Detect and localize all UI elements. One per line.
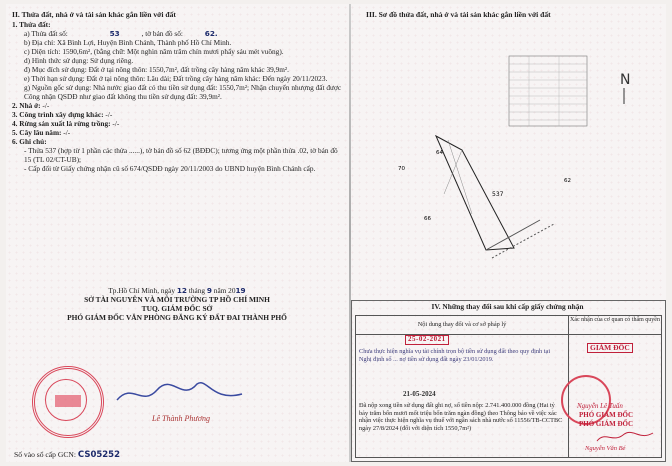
section-4-title: IV. Những thay đổi sau khi cấp giấy chứng nhận (431, 302, 584, 311)
usage-term-label: e) Thời hạn sử dụng: (24, 74, 85, 83)
usage-term-row (12, 74, 342, 83)
parcel-map (384, 44, 664, 284)
agency-line: SỞ TÀI NGUYÊN VÀ MÔI TRƯỜNG TP HỒ CHÍ MINH (84, 295, 270, 304)
sign-date-month: 9 (206, 286, 212, 295)
perennial-label: 5. Cây lâu năm: (12, 128, 62, 137)
sign-date-year: 19 (235, 286, 246, 295)
change-1-signer: GIÁM ĐỐC (587, 343, 633, 353)
house-label: 2. Nhà ở: (12, 101, 41, 110)
notes-label: 6. Ghi chú: (12, 137, 47, 146)
forest-row (12, 119, 342, 128)
change-2-date: 21-05-2024 (403, 390, 436, 398)
area-value: 1590,6m², (bằng chữ: Một nghìn năm trăm chín mươi phẩy sáu mét vuông). (62, 47, 284, 56)
map-number-label: , tờ bản đồ số: (141, 29, 183, 38)
coordinate-table (509, 56, 587, 126)
usage-purpose-row (12, 65, 342, 74)
usage-origin-value: Nhà nước giao đất có thu tiền sử dụng đất: 1550,7m²; Nhận chuyển nhượng đất được Công nhận QSDĐ như giao đất không thu tiền sử dụng đất: 39,9m². (24, 83, 342, 101)
perennial-row (12, 128, 342, 137)
usage-form-value: Sử dụng riêng. (90, 56, 134, 65)
map-number-value: 62. (204, 29, 218, 38)
land-plot-heading: 1. Thửa đất: (12, 20, 51, 29)
usage-origin-row (12, 83, 342, 101)
construction-label: 3. Công trình xây dựng khác: (12, 110, 104, 119)
area-label: c) Diện tích: (24, 47, 61, 56)
forest-label: 4. Rừng sản xuất là rừng trồng: (12, 119, 111, 128)
certificate-number-value: CS05252 (77, 450, 121, 460)
change-2-title-1: PHÓ GIÁM ĐỐC (579, 411, 634, 419)
change-1-date: 25-02-2021 (405, 335, 449, 345)
usage-form-row (12, 56, 342, 65)
change-2-title-2: PHÓ GIÁM ĐỐC (579, 420, 634, 428)
sign-date-prefix: Tp.Hồ Chí Minh, ngày (108, 286, 176, 295)
column-confirmation-header: Xác nhận của cơ quan có thẩm quyền (568, 315, 662, 335)
neighbor-66: 66 (424, 216, 431, 222)
perennial-value: -/- (63, 128, 71, 137)
section-3-title: III. Sơ đồ thửa đất, nhà ở và tài sản khác gắn liền với đất (366, 10, 551, 19)
section-2-title: II. Thửa đất, nhà ở và tài sản khác gắn liền với đất (12, 10, 176, 19)
column-content-header: Nội dung thay đổi và cơ sở pháp lý (355, 315, 569, 335)
usage-form-label: d) Hình thức sử dụng: (24, 56, 89, 65)
change-2-signature-icon (595, 429, 655, 445)
certificate-number-label: Số vào sổ cấp GCN: (14, 450, 77, 459)
sign-date (12, 286, 342, 295)
left-panel (12, 10, 342, 460)
sign-date-year-label: năm 20 (213, 286, 236, 295)
plot-number-label: a) Thửa đất số: (24, 29, 68, 38)
signer-name: Lê Thành Phương (152, 414, 210, 423)
sign-date-day: 12 (176, 286, 188, 295)
change-1-text: Chưa thực hiện nghĩa vụ tài chính trọn bộ tiền sử dụng đất theo quy định tại Nghị định số ... nợ tiền sử dụng đất ngày 23/01/2019. (359, 348, 551, 363)
change-2-text: Đã nộp xong tiền sử dụng đất ghi nợ, số tiền nộp: 2.741.400.000 đồng (Hai tỷ bảy trăm bốn mươi mốt triệu bốn trăm ngàn đồng) theo Thông báo về việc xác nhận việc thực hiện nghĩa vụ thuế với ngân sách nhà nước số 11556/TB-CCTBC ngày 27/8/2024 (đối với diện tích 1550,7m²) (359, 402, 563, 432)
parcel-number: 537 (492, 191, 504, 198)
official-seal (32, 366, 104, 438)
authorization-line: TUQ. GIÁM ĐỐC SỞ (141, 304, 213, 313)
plot-number-row (12, 29, 342, 38)
signing-block (12, 286, 342, 322)
note-2: - Cấp đổi từ Giấy chứng nhận cũ số 674/QSDĐ ngày 20/11/2003 do UBND huyện Bình Chánh cấp. (24, 164, 316, 173)
usage-origin-label: g) Nguồn gốc sử dụng: (24, 83, 92, 92)
neighbor-64: 64 (436, 150, 443, 156)
certificate-page (6, 4, 666, 462)
signer-title: PHÓ GIÁM ĐỐC VĂN PHÒNG ĐĂNG KÝ ĐẤT ĐAI THÀNH PHỐ (67, 313, 287, 322)
svg-text:N: N (620, 72, 631, 88)
director-signature-icon (112, 372, 252, 412)
neighbor-70: 70 (398, 166, 405, 172)
house-value: -/- (42, 101, 50, 110)
house-row (12, 101, 342, 110)
certificate-number-row (14, 450, 120, 460)
construction-row (12, 110, 342, 119)
address-row (12, 38, 342, 47)
usage-purpose-label: đ) Mục đích sử dụng: (24, 65, 87, 74)
forest-value: -/- (112, 119, 120, 128)
usage-purpose-value: Đất ở tại nông thôn: 1550,7m², đất trồng cây hàng năm khác 39,9m². (88, 65, 289, 74)
usage-term-value: Đất ở tại nông thôn: Lâu dài; Đất trồng cây hàng năm khác: Đến ngày 20/11/2023. (86, 74, 328, 83)
construction-value: -/- (105, 110, 113, 119)
changes-table (355, 315, 660, 457)
sign-date-month-label: tháng (188, 286, 206, 295)
change-2-officer-name: Nguyễn Văn Bé (585, 445, 626, 452)
address-label: b) Địa chỉ: (24, 38, 56, 47)
plot-number-value: 53 (109, 29, 120, 38)
change-2-signer-name: Nguyễn Lê Tuấn (577, 402, 623, 410)
address-value: Xã Bình Lợi, Huyện Bình Chánh, Thành phố Hồ Chí Minh. (57, 38, 232, 47)
area-row (12, 47, 342, 56)
note-1: - Thửa 537 (hợp từ 1 phần các thửa ......), tờ bản đồ số 62 (BĐĐC); tương ứng một phần thửa .02, tờ bản đồ 15 (TL 02/CT-UB); (24, 146, 338, 164)
neighbor-62: 62 (564, 178, 571, 184)
